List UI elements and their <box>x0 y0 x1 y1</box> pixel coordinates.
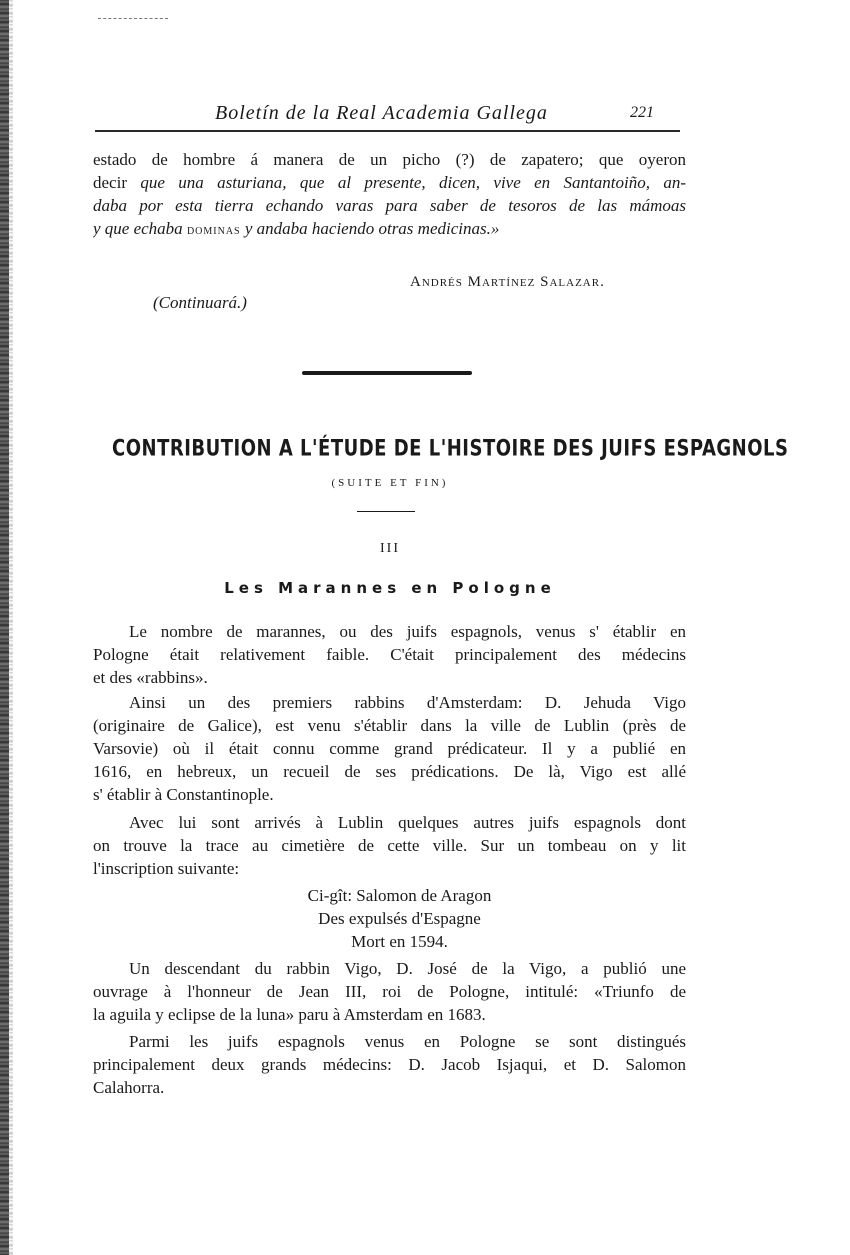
body-paragraph-1: Le nombre de marannes, ou des juifs espagnols, venus s' établir en Pologne était relativement faible. C'était principalement des médecins et des «rabbins». <box>93 622 686 687</box>
body-paragraph-2: Ainsi un des premiers rabbins d'Amsterdam: D. Jehuda Vigo (originaire de Galice), est venu s'établir dans la ville de Lublin (près de Varsovie) où il était connu comme grand prédicateur. Il y a publié en 1616, en hebreux, un recueil de ses prédications. De là, Vigo est allé s' établir à Constantinople. <box>93 693 686 804</box>
body-paragraph-4: Un descendant du rabbin Vigo, D. José de la Vigo, a publió une ouvrage à l'honneur de Jean III, roi de Pologne, intitulé: «Triunfo de la aguila y eclipse de la luna» paru à Amsterdam en 1683. <box>93 959 686 1024</box>
author-signature: Andrés Martínez Salazar. <box>410 274 605 290</box>
inscription: Ci-gît: Salomon de Aragon Des expulsés d'Espagne Mort en 1594. <box>307 886 492 951</box>
title-divider <box>357 511 415 512</box>
intro-line: estado de hombre á manera de un picho (?) de zapatero; que oyeron <box>93 150 686 169</box>
body-paragraph-5: Parmi les juifs espagnols venus en Pologne se sont distingués principalement deux grands médecins: D. Jacob Isjaqui, et D. Salomon Calahorra. <box>93 1032 686 1097</box>
intro-paragraph <box>93 148 686 242</box>
article-subtitle: (SUITE ET FIN) <box>331 477 449 489</box>
continued-note: (Continuará.) <box>153 293 247 312</box>
body-paragraph-3: Avec lui sont arrivés à Lublin quelques autres juifs espagnols dont on trouve la trace au cimetière de cette ville. Sur un tombeau on y lit l'inscription suivante: <box>93 813 686 878</box>
article-title: CONTRIBUTION A L'ÉTUDE DE L'HISTOIRE DES JUIFS ESPAGNOLS <box>112 435 789 462</box>
section-number: III <box>380 541 400 556</box>
pencil-mark <box>98 0 168 19</box>
section-divider <box>302 371 472 375</box>
intro-line: decir que una asturiana, que al presente, dicen, vive en Santantoiño, an- <box>93 173 686 192</box>
page-number: 221 <box>630 104 654 121</box>
running-header <box>95 100 680 132</box>
page-edge-shadow <box>9 0 13 1255</box>
intro-line: daba por esta tierra echando varas para saber de tesoros de las mámoas <box>93 196 686 215</box>
journal-title: Boletín de la Real Academia Gallega <box>215 102 548 124</box>
intro-line: y que echaba dominas y andaba haciendo otras medicinas.» <box>93 219 500 238</box>
book-spine-edge <box>0 0 9 1255</box>
section-title: Les Marannes en Pologne <box>224 579 556 597</box>
